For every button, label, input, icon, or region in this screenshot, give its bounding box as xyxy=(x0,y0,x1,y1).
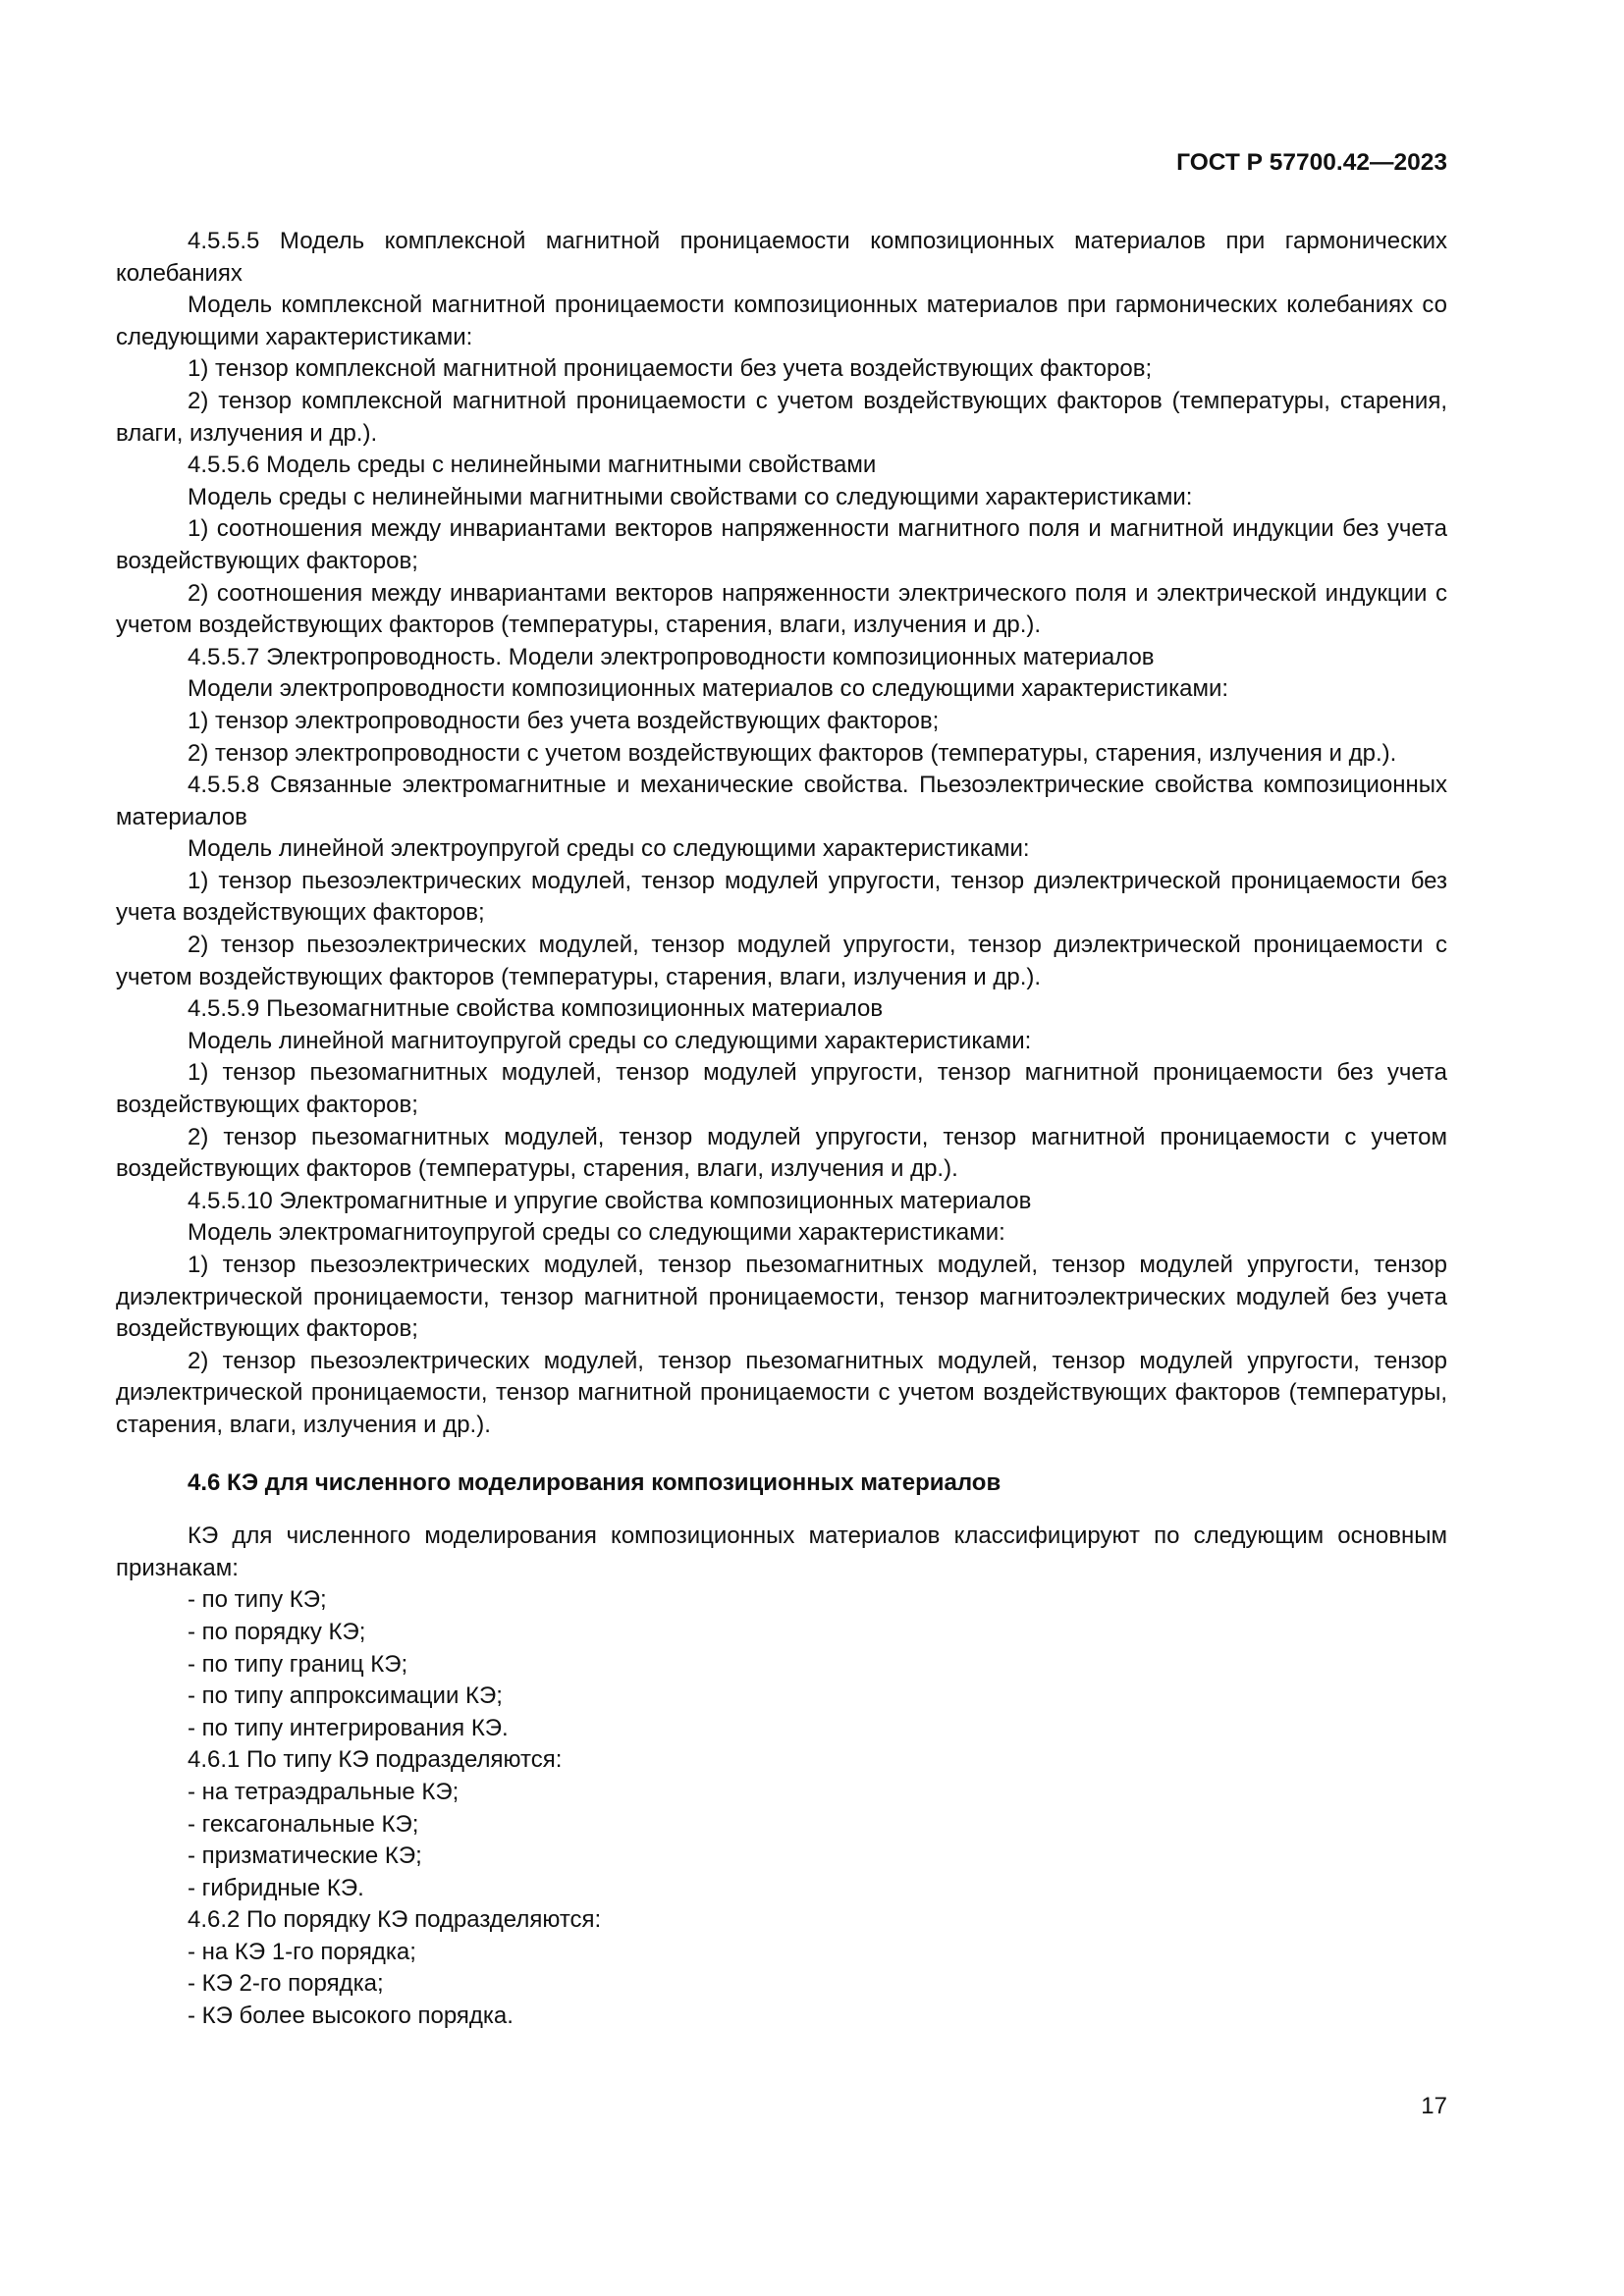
paragraph: 1) тензор пьезомагнитных модулей, тензор модулей упругости, тензор магнитной проницаемости без учета воздействующих факторов; xyxy=(116,1059,1447,1119)
list-item: - по типу КЭ; xyxy=(188,1586,327,1614)
paragraph: 1) тензор пьезоэлектрических модулей, тензор пьезомагнитных модулей, тензор модулей упругости, тензор диэлектрической проницаемости, тензор магнитной проницаемости, тензор магнитоэлектрических модулей без учета воздействующих факторов; xyxy=(116,1252,1447,1343)
list-item: - по типу аппроксимации КЭ; xyxy=(188,1682,503,1710)
list-item: - на КЭ 1-го порядка; xyxy=(188,1938,416,1965)
page-number: 17 xyxy=(1421,2093,1447,2119)
paragraph: Модель комплексной магнитной проницаемости композиционных материалов при гармонических колебаниях со следующими характеристиками: xyxy=(116,292,1447,350)
paragraph: 2) тензор комплексной магнитной проницаемости с учетом воздействующих факторов (температуры, старения, влаги, излучения и др.). xyxy=(116,387,1447,447)
paragraph: 4.6.1 По типу КЭ подразделяются: xyxy=(188,1746,563,1774)
list-item: - КЭ более высокого порядка. xyxy=(188,2002,514,2030)
document-body xyxy=(116,226,1447,2033)
list-item: - по типу границ КЭ; xyxy=(188,1650,408,1678)
paragraph: Модель линейной магнитоупругой среды со следующими характеристиками: xyxy=(188,1027,1032,1054)
list-item: - гексагональные КЭ; xyxy=(188,1810,419,1838)
paragraph: 1) тензор пьезоэлектрических модулей, тензор модулей упругости, тензор диэлектрической проницаемости без учета воздействующих факторов; xyxy=(116,867,1447,927)
paragraph: 1) тензор электропроводности без учета воздействующих факторов; xyxy=(188,707,940,734)
paragraph: 4.5.5.6 Модель среды с нелинейными магнитными свойствами xyxy=(188,452,877,479)
document-page xyxy=(116,0,1447,2296)
list-item: - гибридные КЭ. xyxy=(188,1874,364,1901)
paragraph: 1) тензор комплексной магнитной проницаемости без учета воздействующих факторов; xyxy=(188,355,1153,383)
list-item: - по типу интегрирования КЭ. xyxy=(188,1714,509,1741)
paragraph: 4.6.2 По порядку КЭ подразделяются: xyxy=(188,1906,602,1934)
paragraph: Модель электромагнитоупругой среды со следующими характеристиками: xyxy=(188,1219,1005,1247)
paragraph: Модели электропроводности композиционных материалов со следующими характеристиками: xyxy=(188,675,1229,703)
paragraph: КЭ для численного моделирования композиционных материалов классифицируют по следующим основным признакам: xyxy=(116,1522,1447,1581)
paragraph: 4.5.5.5 Модель комплексной магнитной проницаемости композиционных материалов при гармонических колебаниях xyxy=(116,228,1447,287)
paragraph: Модель среды с нелинейными магнитными свойствами со следующими характеристиками: xyxy=(188,483,1193,510)
paragraph: 2) тензор пьезоэлектрических модулей, тензор пьезомагнитных модулей, тензор модулей упругости, тензор диэлектрической проницаемости, тензор магнитной проницаемости с учетом воздействующих факторов (температуры, старения, влаги, излучения и др.). xyxy=(116,1347,1447,1438)
list-item: - призматические КЭ; xyxy=(188,1842,422,1870)
paragraph: 4.5.5.10 Электромагнитные и упругие свойства композиционных материалов xyxy=(188,1187,1032,1214)
paragraph: 2) тензор электропроводности с учетом воздействующих факторов (температуры, старения, излучения и др.). xyxy=(188,739,1397,767)
paragraph: 2) тензор пьезомагнитных модулей, тензор модулей упругости, тензор магнитной проницаемости с учетом воздействующих факторов (температуры, старения, влаги, излучения и др.). xyxy=(116,1123,1447,1183)
paragraph: 4.5.5.8 Связанные электромагнитные и механические свойства. Пьезоэлектрические свойства композиционных материалов xyxy=(116,772,1447,830)
paragraph: 1) соотношения между инвариантами векторов напряженности магнитного поля и магнитной индукции без учета воздействующих факторов; xyxy=(116,515,1447,574)
paragraph: Модель линейной электроупругой среды со следующими характеристиками: xyxy=(188,835,1030,863)
paragraph: 4.5.5.9 Пьезомагнитные свойства композиционных материалов xyxy=(188,995,884,1023)
list-item: - КЭ 2-го порядка; xyxy=(188,1970,384,1998)
section-heading: 4.6 КЭ для численного моделирования композиционных материалов xyxy=(188,1468,1001,1496)
paragraph: 2) тензор пьезоэлектрических модулей, тензор модулей упругости, тензор диэлектрической проницаемости с учетом воздействующих факторов (температуры, старения, влаги, излучения и др.). xyxy=(116,932,1447,990)
list-item: - по порядку КЭ; xyxy=(188,1618,366,1645)
document-code: ГОСТ Р 57700.42—2023 xyxy=(1176,149,1447,176)
paragraph: 2) соотношения между инвариантами векторов напряженности электрического поля и электрической индукции с учетом воздействующих факторов (температуры, старения, влаги, излучения и др.). xyxy=(116,579,1447,639)
list-item: - на тетраэдральные КЭ; xyxy=(188,1778,460,1805)
paragraph: 4.5.5.7 Электропроводность. Модели электропроводности композиционных материалов xyxy=(188,643,1155,670)
